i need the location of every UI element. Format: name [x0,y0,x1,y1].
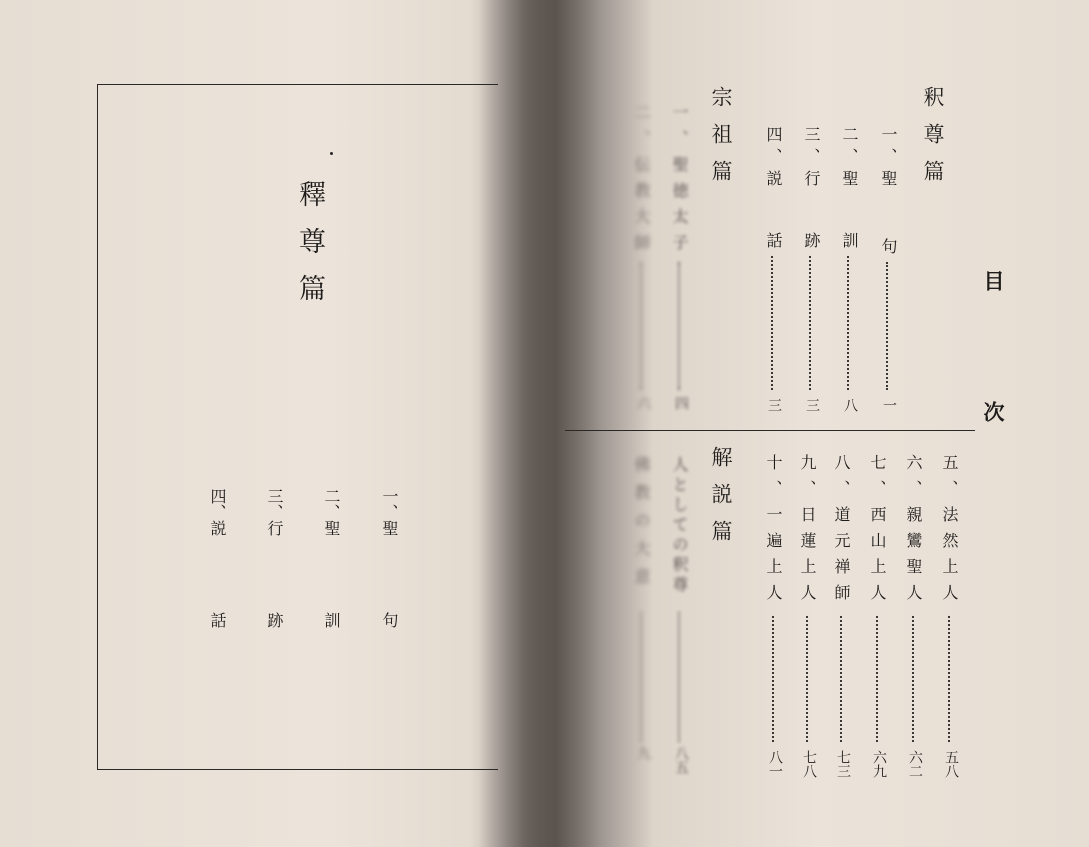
toc-entry[interactable]: 六、親鸞聖人 [904,454,923,610]
page-number: 六九 [871,750,887,778]
page-number: 七三 [835,750,851,778]
toc-entry[interactable]: 一、聖 [879,126,898,192]
toc-entry-sub: 句 [879,238,898,260]
page-number: 七八 [801,750,817,778]
leader-dots [806,616,808,742]
left-item-3-label: 三、行 [265,488,284,536]
left-item-2-label: 二、聖 [322,488,341,536]
left-item-4-sub: 話 [208,612,227,628]
page-number: 四 [673,396,689,410]
toc-entry[interactable]: 人としての釈尊 [670,456,689,596]
section-title: 釋尊篇 [294,180,325,321]
left-item-2-sub: 訓 [322,612,341,628]
toc-entry[interactable]: 三、行 [802,126,821,192]
toc-section-kaisetsu: 解説篇 [709,446,733,557]
toc-entry[interactable]: 五、法然上人 [940,454,959,610]
leader-dots [847,256,849,390]
toc-section-shuso: 宗祖篇 [709,86,733,197]
toc-entry[interactable]: 九、日蓮上人 [798,454,817,610]
toc-entry[interactable]: 二、伝教大師 [632,104,651,260]
page-number: 八一 [767,750,783,778]
toc-entry[interactable]: 佛教の大意 [632,456,651,596]
toc-divider [565,430,975,431]
toc-title: 目次 [981,270,1006,532]
page-number: 六 [635,396,651,410]
left-item-4-label: 四、説 [208,488,227,536]
toc-entry-sub: 訓 [840,232,859,254]
ornament-dot [330,152,333,155]
left-item-3-sub: 跡 [265,612,284,628]
toc-entry[interactable]: 一、聖徳太子 [670,104,689,260]
leader-dots [912,616,914,742]
toc-entry[interactable]: 十、一遍上人 [764,454,783,610]
toc-entry-sub: 話 [764,232,783,254]
toc-entry[interactable]: 八、道元禅師 [832,454,851,610]
left-item-1-label: 一、聖 [380,488,399,536]
page-number: 八 [842,398,858,412]
leader-dots [840,616,842,742]
leader-dots [886,262,888,390]
page-number: 一 [881,398,897,412]
toc-entry[interactable]: 二、聖 [840,126,859,192]
page-number: 九 [635,746,651,760]
page-number: 五八 [943,750,959,778]
page-number: 三 [766,398,782,412]
page-number: 三 [804,398,820,412]
leader-dots [772,616,774,742]
page-number: 八五 [673,746,689,774]
page-number: 六二 [907,750,923,778]
leader-dots [640,612,642,742]
toc-entry-sub: 跡 [802,232,821,254]
leader-dots [678,262,680,390]
toc-section-shakuson: 釈尊篇 [921,86,945,197]
leader-dots [876,616,878,742]
leader-dots [771,256,773,390]
toc-entry[interactable]: 四、説 [764,126,783,192]
leader-dots [640,262,642,390]
leader-dots [809,256,811,390]
left-item-1-sub: 句 [380,612,399,628]
leader-dots [678,612,680,742]
leader-dots [948,616,950,742]
toc-entry[interactable]: 七、西山上人 [868,454,887,610]
